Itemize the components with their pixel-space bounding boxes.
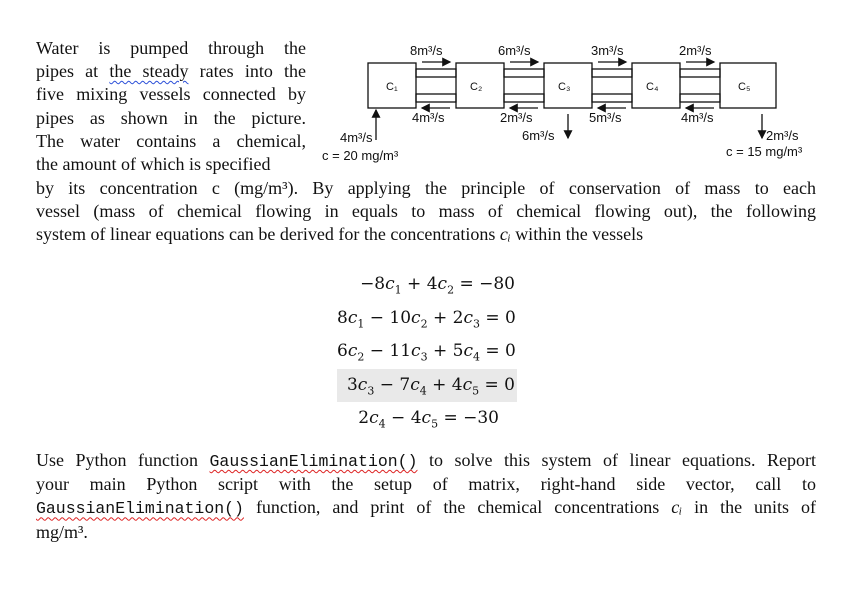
flow-top-2: 6m³/s	[498, 43, 531, 58]
flow-bottom-3: 5m³/s	[589, 110, 622, 125]
flow-top-1: 8m³/s	[410, 43, 443, 58]
intro-line-5: The water contains a chemical,	[36, 130, 306, 151]
outlet-concentration-vessel-5: c = 15 mg/m³	[726, 144, 803, 159]
mixing-vessels-diagram	[318, 38, 838, 173]
flow-top-4: 2m³/s	[679, 43, 712, 58]
flow-bottom-2: 2m³/s	[500, 110, 533, 125]
vessel-label-5: C₅	[738, 81, 751, 93]
flow-top-3: 3m³/s	[591, 43, 624, 58]
concentration-symbol-2: cᵢ	[671, 497, 683, 518]
task-line-2: your main Python script with the setup of matrix, right-hand side vector, call to	[36, 474, 816, 495]
body-line-2: vessel (mass of chemical flowing in equals to mass of chemical flowing out), the following	[36, 201, 816, 222]
function-name-gaussian-elimination[interactable]: GaussianElimination()	[209, 452, 418, 471]
equation-2: $8c_1 - 10c_2 + 2c_3 = 0$	[337, 307, 516, 330]
equation-4[interactable]: $3c_3 - 7c_4 + 4c_5 = 0$	[337, 369, 517, 403]
equation-5: $2c_4 - 4c_5 = -30$	[358, 408, 499, 431]
concentration-symbol: cᵢ	[499, 224, 511, 245]
intro-paragraph	[36, 37, 306, 176]
intro-line-2: pipes at the steady rates into the	[36, 61, 306, 82]
body-line-1: by its concentration c (mg/m³). By applying the principle of conservation of mass to each	[36, 178, 817, 198]
equation-system	[337, 268, 517, 436]
task-line-4: mg/m³.	[36, 521, 88, 542]
vessel-label-2: C₂	[470, 81, 483, 93]
task-paragraph	[36, 449, 816, 544]
vessel-label-1: C₁	[386, 81, 398, 93]
intro-line-3: five mixing vessels connected by	[36, 84, 306, 105]
intro-line-4: pipes as shown in the picture.	[36, 107, 306, 128]
intro-line-1: Water is pumped through the	[36, 38, 306, 58]
function-name-gaussian-elimination-2[interactable]: GaussianElimination()	[36, 499, 244, 519]
vessel-label-3: C₃	[558, 81, 571, 93]
equation-3: $6c_2 - 11c_3 + 5c_4 = 0$	[337, 341, 516, 364]
body-line-3: system of linear equations can be derived for the concentrations cᵢ within the vessels	[36, 224, 644, 245]
outlet-flow-vessel-3: 6m³/s	[522, 128, 555, 143]
inlet-flow: 4m³/s	[340, 130, 373, 145]
vessel-label-4: C₄	[646, 81, 659, 93]
task-line-1: Use Python function GaussianElimination() to solve this system of linear equations. Report	[36, 450, 817, 471]
outlet-flow-vessel-5: 2m³/s	[766, 128, 799, 143]
flow-bottom-4: 4m³/s	[681, 110, 714, 125]
body-paragraph	[36, 177, 816, 247]
inlet-concentration: c = 20 mg/m³	[322, 148, 399, 163]
spellcheck-underline-steady[interactable]: the steady	[109, 61, 189, 82]
flow-bottom-1: 4m³/s	[412, 110, 445, 125]
equation-1: $-8c_1 + 4c_2 = -80$	[360, 274, 515, 297]
intro-line-6: the amount of which is specified	[36, 154, 271, 175]
task-line-3: GaussianElimination() function, and print of the chemical concentrations cᵢ in the units of	[36, 497, 817, 519]
